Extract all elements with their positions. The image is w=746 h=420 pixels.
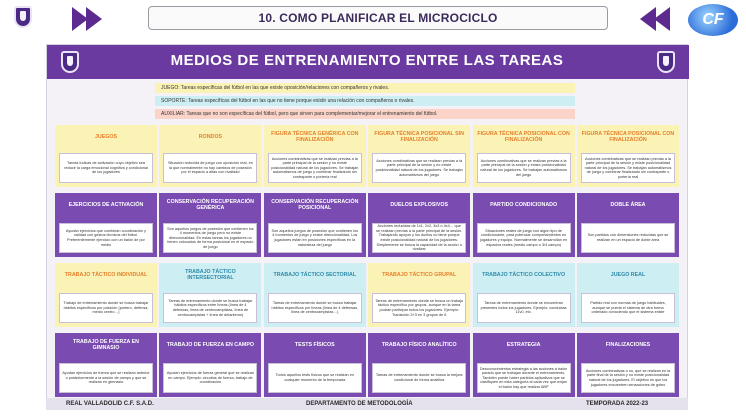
top-bar bbox=[0, 0, 746, 40]
club-crest-icon bbox=[61, 51, 79, 73]
training-poster bbox=[46, 44, 688, 400]
footer-bar bbox=[46, 398, 688, 410]
method-card bbox=[55, 193, 157, 257]
footer-season: TEMPORADA 2022-23 bbox=[586, 401, 649, 407]
method-card bbox=[55, 125, 157, 187]
method-description: Son partidos con dimensiones reducidas que se realizan en un espacio de doble área bbox=[581, 223, 675, 253]
footer-department: DEPARTAMENTO DE METODOLOGÍA bbox=[306, 401, 413, 407]
method-description: Tareas de entrenamiento donde se busca un trabajo táctico específico por grupos, aunque en la tarea podrán participar todos los jugadores. Ejemplo: Transición 3+3 en 3 grupos de 6 bbox=[372, 293, 466, 323]
method-title: TRABAJO TÁCTICO SECTORIAL bbox=[273, 271, 357, 278]
method-title: CONSERVACIÓN RECUPERACIÓN POSICIONAL bbox=[271, 198, 359, 211]
legend-juego: JUEGO: Tareas específicas del fútbol en las que existe oposición/relaciones con compañeros y rivales. bbox=[155, 83, 575, 93]
method-card bbox=[264, 333, 366, 397]
method-title: TRABAJO FÍSICO ANALÍTICO bbox=[381, 341, 457, 348]
method-description: Acciones combinativas que se realizan previas a la parte principal de la sesión y no existe posicionalidad natural de los jugadores. Se trabajan automatismos del juego bbox=[372, 153, 466, 183]
method-title: FIGURA TÉCNICA POSICIONAL CON FINALIZACIÓN bbox=[477, 130, 570, 143]
grid-row bbox=[55, 333, 681, 397]
brand-logo: CF bbox=[688, 4, 738, 36]
grid-row bbox=[55, 193, 681, 257]
method-title: JUEGO REAL bbox=[610, 271, 646, 278]
method-title: DOBLE ÁREA bbox=[610, 201, 646, 208]
method-title: RONDOS bbox=[198, 133, 223, 140]
method-card bbox=[577, 263, 679, 327]
method-description: Tareas de entrenamiento donde se busca la mejora condicional de forma analítica bbox=[372, 363, 466, 393]
method-card bbox=[55, 333, 157, 397]
poster-header bbox=[47, 45, 689, 79]
method-description: Acciones combinativas que se realizan previas a la parte principal de la sesión y no existe posicionalidad natural de los jugadores. Se trabajan automatismos de juego y combinar finalizando sin contraparte o portería real bbox=[268, 153, 362, 183]
method-title: PARTIDO CONDICIONADO bbox=[490, 201, 558, 208]
method-card bbox=[577, 193, 679, 257]
method-card bbox=[368, 193, 470, 257]
method-card bbox=[473, 333, 575, 397]
page-title: 10. COMO PLANIFICAR EL MICROCICLO bbox=[148, 6, 608, 30]
legend-soporte: SOPORTE: Tareas específicas del fútbol en las que no tiene porque existir una relación con compañeros o rivales. bbox=[155, 96, 575, 106]
method-description: Situación reducida de juego con oposición real, en la que normalmente no hay cambios de posesión por el espacio a altas con rivalidad bbox=[163, 153, 257, 183]
method-title: TESTS FÍSICOS bbox=[294, 341, 335, 348]
method-card bbox=[577, 125, 679, 187]
method-title: FINALIZACIONES bbox=[605, 341, 651, 348]
method-description: Tareas de entrenamiento donde se encuentran presentes todos los jugadores. Ejemplo: conductas 11v0, etc. bbox=[477, 293, 571, 323]
legend-auxiliar: AUXILIAR: Tareas que no son específicas del fútbol, pero que sirven para complementar/mejorar el entrenamiento del fútbol. bbox=[155, 109, 575, 119]
method-description: Acciones combinativas o no, que se realizan en la parte final de la sesión y no existe posicionalidad natural de los jugadores. El objetivo es que los jugadores encuentren sensaciones de goleo bbox=[581, 363, 675, 393]
method-card bbox=[368, 333, 470, 397]
chevron-right-icon bbox=[86, 7, 102, 31]
method-title: JUEGOS bbox=[94, 133, 118, 140]
method-card bbox=[159, 333, 261, 397]
method-card bbox=[473, 193, 575, 257]
method-card bbox=[368, 263, 470, 327]
method-card bbox=[159, 263, 261, 327]
method-description: Acciones reducidas de 1x1, 2x2, 3x3 o 4x4… que se realizan previas a la parte principal de la sesión. Trabajando apoyos y los duelos no tiene porque existir posicionalidad natural de los jugadores. Simplemente se busca la capacidad de la acción o rivalizar bbox=[372, 223, 466, 253]
method-card bbox=[577, 333, 679, 397]
method-title: TRABAJO DE FUERZA EN GIMNASIO bbox=[72, 338, 140, 351]
chevron-left-icon bbox=[654, 7, 670, 31]
method-description: Desconocimientos estrategia a las acciones a balón parado que se trabajan durante el entrenamiento. También puede haber partidos aplicativos que se clasifiquen en esta categoría al cada vez que exijan el balón hay que realizar ABP bbox=[477, 363, 571, 393]
method-title: CONSERVACIÓN RECUPERACIÓN GENÉRICA bbox=[166, 198, 254, 211]
method-title: FIGURA TÉCNICA POSICIONAL CON FINALIZACIÓN bbox=[581, 130, 675, 143]
method-card bbox=[264, 193, 366, 257]
method-title: FIGURA TÉCNICA GENÉRICA CON FINALIZACIÓN bbox=[271, 130, 359, 143]
method-description: Tareas de entrenamiento donde se busca trabajar hábitos específicos por líneas (línea de 4 defensas, línea de centrocampistas…) bbox=[268, 293, 362, 323]
method-title: EJERCICIOS DE ACTIVACIÓN bbox=[68, 201, 144, 208]
method-description: Trabajo de entrenamiento donde se busca trabajar hábitos específicos por posición (portero, defensa, medio centro…) bbox=[59, 293, 153, 323]
poster-title: MEDIOS DE ENTRENAMIENTO ENTRE LAS TAREAS bbox=[170, 52, 564, 69]
method-description: Acciones combinativas que se realizan previas a la parte principal de la sesión y existe posicionalidad natural de los jugadores. Se trabajan automatismos de juego y combinar finalizando sin contraparte o portería real bbox=[581, 153, 675, 183]
grid-row bbox=[55, 125, 681, 187]
method-description: Tareas de entrenamiento donde se busca trabajar hábitos específicos entre líneas (línea de 4 defensas, línea de centrocampistas, línea de centrocampistas + línea de delanteros) bbox=[163, 293, 257, 323]
method-description: Ayudan ejercicios de fuerza que se realizan anterior o posteriormente a la sesión de campo y que se realizan en gimnasio bbox=[59, 363, 153, 393]
method-description: Son aquellos juegos de posesión que contienen los 4 momentos de juego pero no existe direccionalidad. En estas tareas los jugadores no tienen colocados de forma posicional en el espacio de juego bbox=[163, 223, 257, 253]
method-card bbox=[473, 263, 575, 327]
method-title: TRABAJO TÁCTICO GRUPAL bbox=[382, 271, 457, 278]
club-crest-icon bbox=[657, 51, 675, 73]
method-description: Son aquellos juegos de posesión que contienen los 4 momentos de juego y existe direccionalidad. Los jugadores están en posiciones específicas en la naturaleza del juego bbox=[268, 223, 362, 253]
method-title: TRABAJO DE FUERZA EN CAMPO bbox=[166, 341, 254, 348]
method-title: TRABAJO TÁCTICO INTERSECTORIAL bbox=[185, 268, 236, 281]
club-crest-icon bbox=[14, 6, 32, 28]
method-title: FIGURA TÉCNICA POSICIONAL SIN FINALIZACIÓN bbox=[374, 130, 464, 143]
method-description: Ayudan ejercicios que combinan coordinación y calidad con gestos técnicos del fútbol. Preferentemente ejercicio con un balón de por medio bbox=[59, 223, 153, 253]
method-description: Ayudan ejercicios de fuerza general que se realizan en campo. Ejemplo: circuitos de fuerza, trabajo de coordinación bbox=[163, 363, 257, 393]
footer-club: REAL VALLADOLID C.F. S.A.D. bbox=[66, 401, 154, 407]
method-card bbox=[264, 125, 366, 187]
method-title: DUELOS EXPLOSIVOS bbox=[390, 201, 449, 208]
method-card bbox=[159, 193, 261, 257]
grid-row bbox=[55, 263, 681, 327]
method-description: Partido real con normas de juego habituales, aunque se pueda el sistema de otra forma ordenado conociendo que el sistema existe bbox=[581, 293, 675, 323]
method-card bbox=[55, 263, 157, 327]
method-description: Tareas lúdicas de activación cuyo objetivo sea reducir la carga emocional cognitiva y condicional de los jugadores bbox=[59, 153, 153, 183]
method-description: Acciones combinativas que se realizan previas a la parte principal de la sesión y existe posicionalidad natural de los jugadores. Se trabajan automatismos del juego bbox=[477, 153, 571, 183]
method-description: Todos aquellos tests físicos que se realizan en cualquier momento de la temporada bbox=[268, 363, 362, 393]
method-description: Situaciones reales de juego con algún tipo de condicionante, para potenciar comportamientos en jugadores y equipo. Normalmente se desarrollan en espacios reales (medio campo o 3/4 campo) bbox=[477, 223, 571, 253]
method-card bbox=[159, 125, 261, 187]
method-title: TRABAJO TÁCTICO INDIVIDUAL bbox=[64, 271, 148, 278]
method-title: ESTRATEGIA bbox=[506, 341, 541, 348]
method-card bbox=[473, 125, 575, 187]
method-title: TRABAJO TÁCTICO COLECTIVO bbox=[482, 271, 566, 278]
method-card bbox=[368, 125, 470, 187]
method-card bbox=[264, 263, 366, 327]
